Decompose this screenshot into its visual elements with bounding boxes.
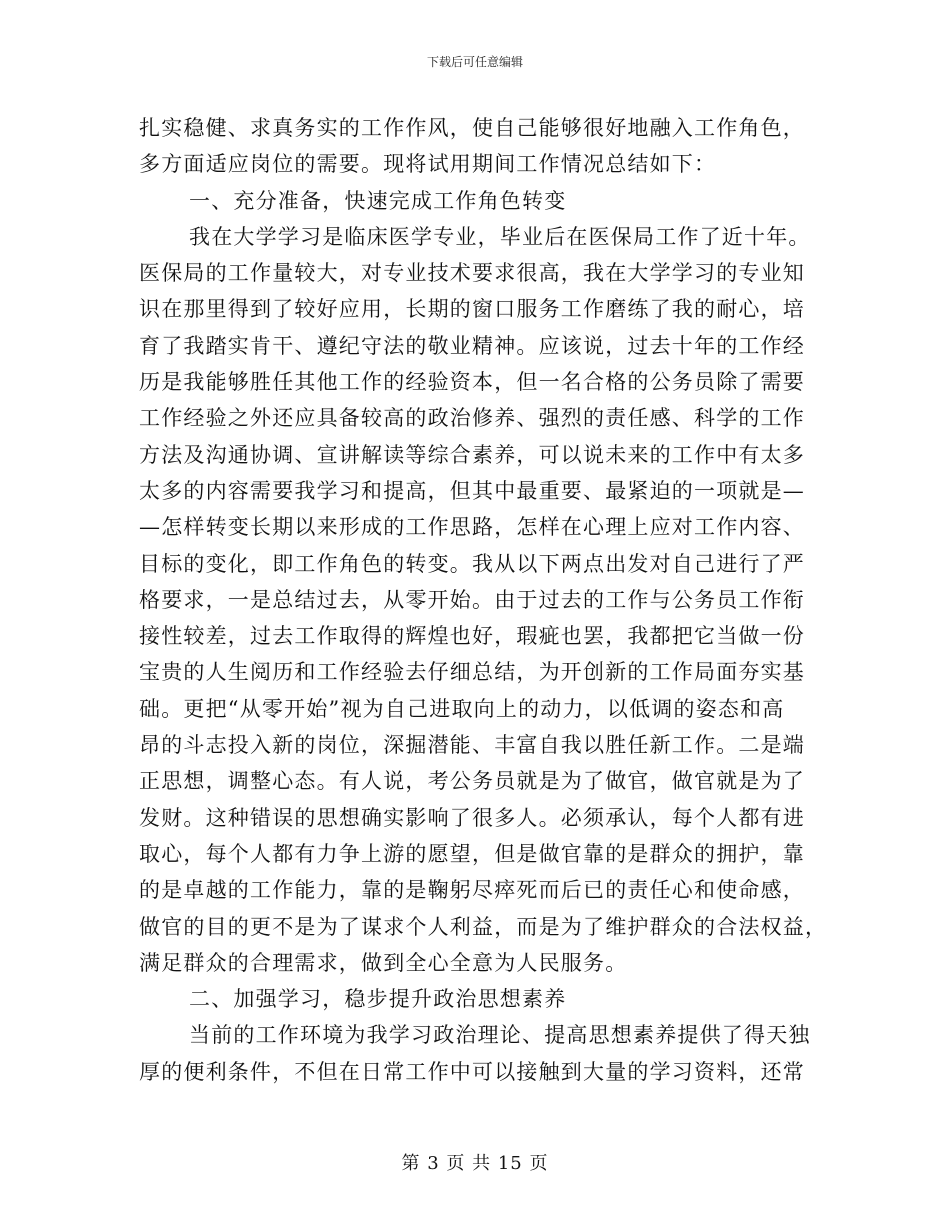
document-body [139, 110, 828, 1090]
text-line: 取心，每个人都有力争上游的愿望，但是做官靠的是群众的拥护，靠 [139, 841, 805, 866]
text-line: 我在大学学习是临床医学专业，毕业后在医保局工作了近十年。 [189, 224, 811, 249]
text-line: 满足群众的合理需求，做到全心全意为人民服务。 [139, 950, 628, 975]
text-line: —怎样转变长期以来形成的工作思路，怎样在心理上应对工作内容、 [139, 515, 805, 540]
text-line: 目标的变化，即工作角色的转变。我从以下两点出发对自己进行了严 [139, 551, 805, 576]
page-number-footer: 第 3 页 共 15 页 [401, 1153, 549, 1174]
text-line: 育了我踏实肯干、遵纪守法的敬业精神。应该说，过去十年的工作经 [139, 333, 805, 358]
text-line: 太多的内容需要我学习和提高，但其中最重要、最紧迫的一项就是— [139, 478, 805, 503]
text-line: 多方面适应岗位的需要。现将试用期间工作情况总结如下： [139, 152, 717, 177]
text-line: 接性较差，过去工作取得的辉煌也好，瑕疵也罢，我都把它当做一份 [139, 624, 805, 649]
text-line: 厚的便利条件，不但在日常工作中可以接触到大量的学习资料，还常 [139, 1059, 805, 1084]
text-line: 昂的斗志投入新的岗位，深掘潜能、丰富自我以胜任新工作。二是端 [139, 733, 805, 758]
text-line: 发财。这种错误的思想确实影响了很多人。必须承认，每个人都有进 [139, 805, 805, 830]
text-line: 的是卓越的工作能力，靠的是鞠躬尽瘁死而后已的责任心和使命感， [139, 878, 805, 903]
text-line: 础。更把“从零开始”视为自己进取向上的动力，以低调的姿态和高 [139, 696, 785, 721]
section-heading: 二、加强学习，稳步提升政治思想素养 [189, 987, 567, 1012]
text-line: 医保局的工作量较大，对专业技术要求很高，我在大学学习的专业知 [139, 261, 805, 286]
text-line: 做官的目的更不是为了谋求个人利益，而是为了维护群众的合法权益， [139, 914, 828, 939]
page-header: 下载后可任意编辑 [426, 55, 523, 69]
text-line: 方法及沟通协调、宣讲解读等综合素养，可以说未来的工作中有太多 [139, 442, 805, 467]
text-line: 工作经验之外还应具备较高的政治修养、强烈的责任感、科学的工作 [139, 406, 805, 431]
text-line: 正思想，调整心态。有人说，考公务员就是为了做官，做官就是为了 [139, 769, 805, 794]
text-line: 识在那里得到了较好应用，长期的窗口服务工作磨练了我的耐心，培 [139, 297, 805, 322]
section-heading: 一、充分准备，快速完成工作角色转变 [189, 188, 567, 213]
text-line: 格要求，一是总结过去，从零开始。由于过去的工作与公务员工作衔 [139, 587, 805, 612]
text-line: 宝贵的人生阅历和工作经验去仔细总结，为开创新的工作局面夯实基 [139, 660, 805, 685]
text-line: 历是我能够胜任其他工作的经验资本，但一名合格的公务员除了需要 [139, 370, 805, 395]
text-line: 当前的工作环境为我学习政治理论、提高思想素养提供了得天独 [189, 1023, 811, 1048]
text-line: 扎实稳健、求真务实的工作作风，使自己能够很好地融入工作角色， [139, 116, 805, 140]
